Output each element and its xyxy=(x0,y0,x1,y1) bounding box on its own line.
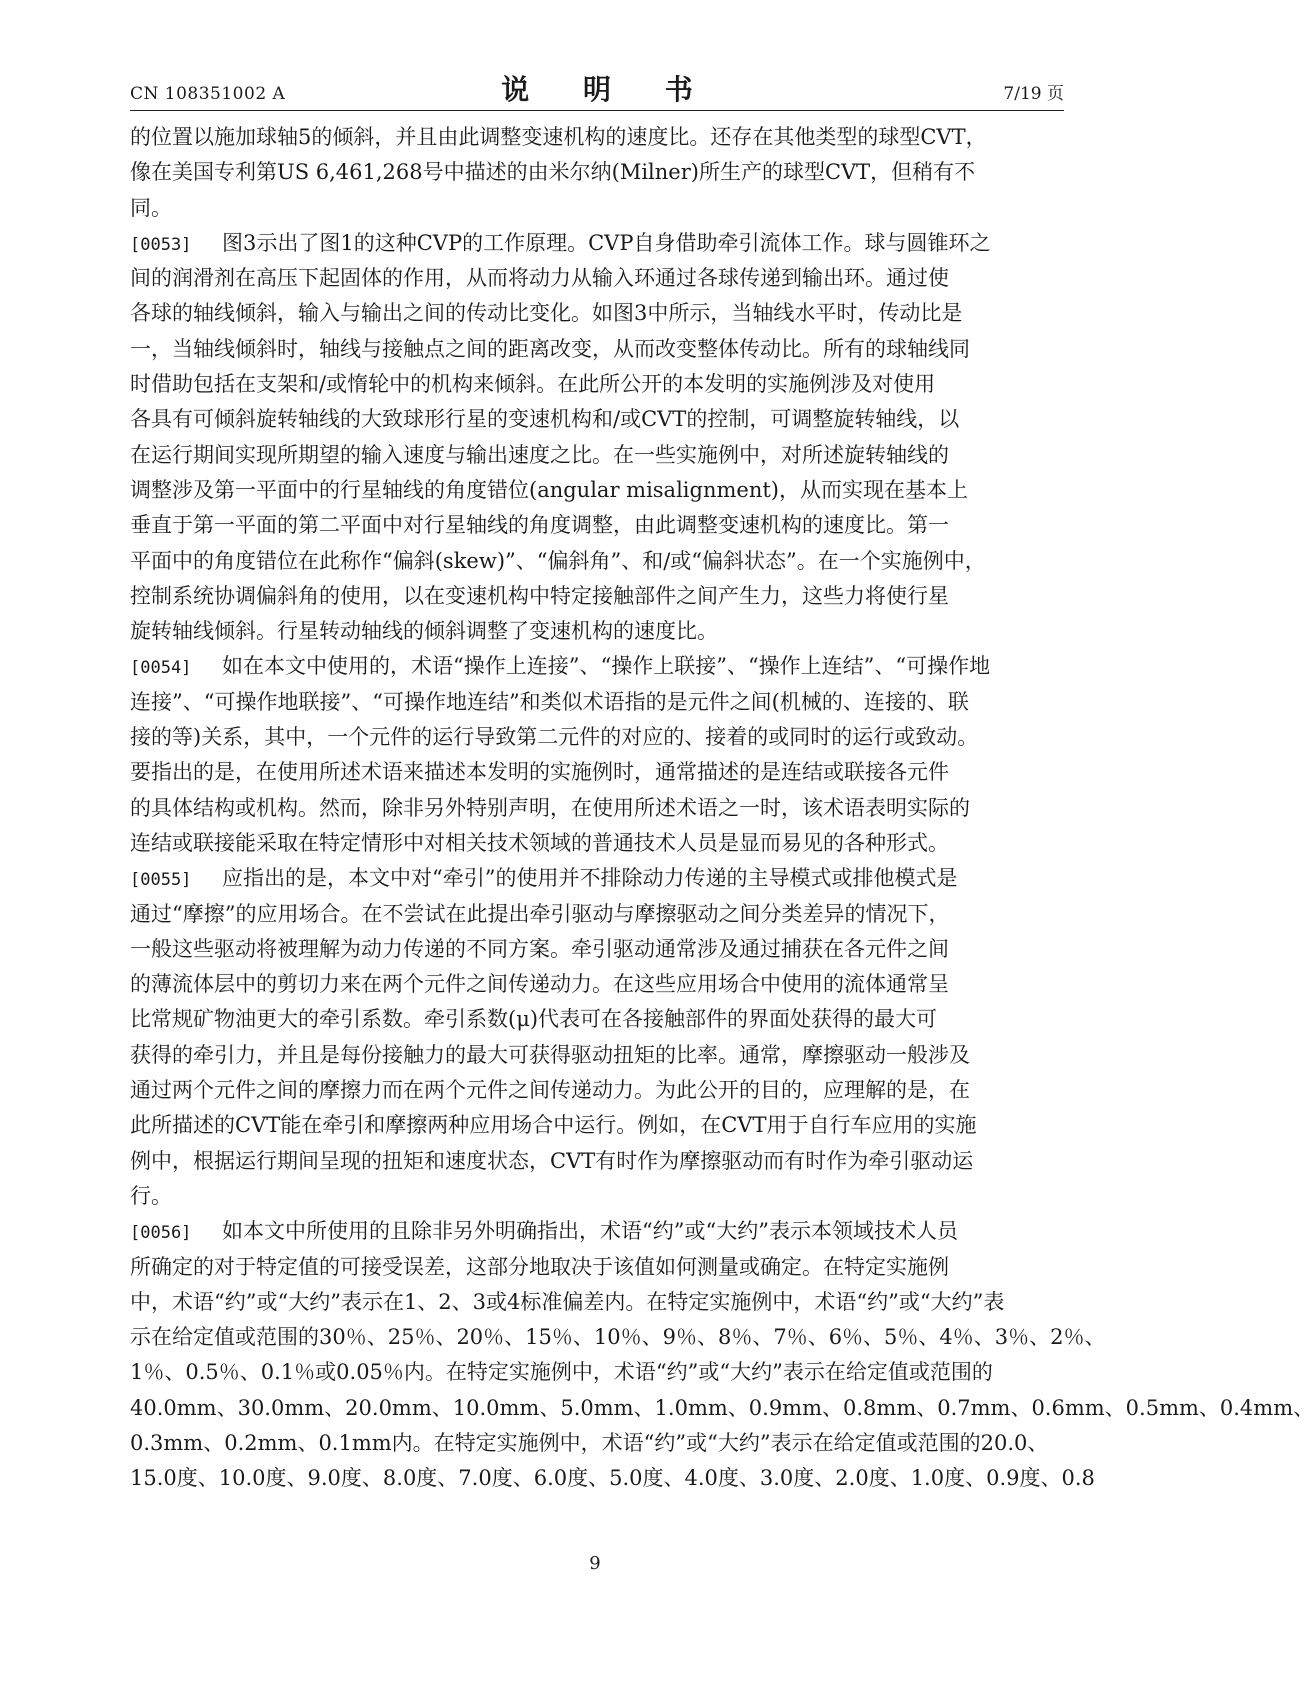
line-text: 各具有可倾斜旋转轴线的大致球形行星的变速机构和/或CVT的控制，可调整旋转轴线，以 xyxy=(130,407,960,432)
text-line xyxy=(130,1179,1064,1214)
text-line xyxy=(130,191,1064,226)
line-text: 0.3mm、0.2mm、0.1mm内。在特定实施例中，术语“约”或“大约”表示在给定值或范围的20.0、 xyxy=(130,1430,1049,1455)
text-line xyxy=(130,155,1064,190)
text-line xyxy=(130,261,1064,296)
text-line xyxy=(130,791,1064,826)
text-line xyxy=(130,508,1064,543)
line-text: 一般这些驱动将被理解为动力传递的不同方案。牵引驱动通常涉及通过捕获在各元件之间 xyxy=(130,936,949,961)
line-text: 间的润滑剂在高压下起固体的作用，从而将动力从输入环通过各球传递到输出环。通过使 xyxy=(130,266,949,291)
header-divider xyxy=(130,110,1064,111)
line-text: 例中，根据运行期间呈现的扭矩和速度状态，CVT有时作为摩擦驱动而有时作为牵引驱动运 xyxy=(130,1148,974,1173)
text-line xyxy=(130,1426,1064,1461)
line-text: 像在美国专利第US 6,461,268号中描述的由米尔纳(Milner)所生产的球型CVT，但稍有不 xyxy=(130,160,976,185)
line-text: 此所描述的CVT能在牵引和摩擦两种应用场合中运行。例如，在CVT用于自行车应用的实施 xyxy=(130,1113,977,1138)
line-text: 如本文中所使用的且除非另外明确指出，术语“约”或“大约”表示本领域技术人员 xyxy=(222,1219,958,1244)
document-title: 说 明 书 xyxy=(501,73,715,106)
line-text: 中，术语“约”或“大约”表示在1、2、3或4标准偏差内。在特定实施例中，术语“约”或“大约”表 xyxy=(130,1289,1005,1314)
text-line xyxy=(130,438,1064,473)
line-text: 要指出的是，在使用所述术语来描述本发明的实施例时，通常描述的是连结或联接各元件 xyxy=(130,760,949,785)
paragraph-number: [0056] xyxy=(130,1223,192,1244)
text-line xyxy=(130,1250,1064,1285)
text-line xyxy=(130,932,1064,967)
line-text: 获得的牵引力，并且是每份接触力的最大可获得驱动扭矩的比率。通常，摩擦驱动一般涉及 xyxy=(130,1042,970,1067)
text-line xyxy=(130,1285,1064,1320)
text-line xyxy=(130,897,1064,932)
line-text: 行。 xyxy=(130,1183,172,1208)
text-line xyxy=(130,1461,1095,1496)
line-text: 15.0度、10.0度、9.0度、8.0度、7.0度、6.0度、5.0度、4.0度、3.0度、2.0度、1.0度、0.9度、0.8 xyxy=(130,1466,1095,1491)
patent-number: CN 108351002 A xyxy=(130,84,286,104)
text-line xyxy=(130,755,1064,790)
text-line xyxy=(130,402,1064,437)
line-text: 旋转轴线倾斜。行星转动轴线的倾斜调整了变速机构的速度比。 xyxy=(130,619,718,644)
line-text: 各球的轴线倾斜，输入与输出之间的传动比变化。如图3中所示，当轴线水平时，传动比是 xyxy=(130,301,963,326)
line-text: 的位置以施加球轴5的倾斜，并且由此调整变速机构的速度比。还存在其他类型的球型CVT， xyxy=(130,125,987,149)
text-line xyxy=(130,1002,1064,1037)
text-line xyxy=(130,544,1064,579)
text-line xyxy=(130,861,1064,896)
line-text: 时借助包括在支架和/或惰轮中的机构来倾斜。在此所公开的本发明的实施例涉及对使用 xyxy=(130,372,936,397)
text-line xyxy=(130,296,1064,331)
line-text: 调整涉及第一平面中的行星轴线的角度错位(angular misalignment)，从而实现在基本上 xyxy=(130,477,968,502)
page-header xyxy=(130,64,1064,110)
text-line xyxy=(130,614,1064,649)
text-line xyxy=(130,1108,1064,1143)
line-text: 连接”、“可操作地联接”、“可操作地连结”和类似术语指的是元件之间(机械的、连接的、联 xyxy=(130,689,969,714)
text-line xyxy=(130,826,1064,861)
line-text: 的薄流体层中的剪切力来在两个元件之间传递动力。在这些应用场合中使用的流体通常呈 xyxy=(130,972,949,997)
text-line xyxy=(130,1073,1064,1108)
line-text: 如在本文中使用的，术语“操作上连接”、“操作上联接”、“操作上连结”、“可操作地 xyxy=(222,654,991,679)
text-line xyxy=(130,1144,1064,1179)
line-text: 所确定的对于特定值的可接受误差，这部分地取决于该值如何测量或确定。在特定实施例 xyxy=(130,1254,949,1279)
paragraph-number: [0054] xyxy=(130,658,192,679)
text-line xyxy=(130,967,1064,1002)
text-line xyxy=(130,649,1064,684)
line-text: 接的等)关系，其中，一个元件的运行导致第二元件的对应的、接着的或同时的运行或致动。 xyxy=(130,725,979,750)
text-line xyxy=(130,579,1064,614)
paragraph-number: [0053] xyxy=(130,234,192,255)
line-text: 示在给定值或范围的30％、25％、20％、15％、10％、9％、8％、7％、6％、5％、4％、3％、2％、 xyxy=(130,1325,1106,1350)
line-text: 同。 xyxy=(130,195,172,220)
text-line xyxy=(130,1391,1314,1426)
text-line xyxy=(130,226,1064,261)
line-text: 1％、0.5％、0.1％或0.05％内。在特定实施例中，术语“约”或“大约”表示在给定值或范围的 xyxy=(130,1360,993,1385)
line-text: 平面中的角度错位在此称作“偏斜(skew)”、“偏斜角”、和/或“偏斜状态”。在一个实施例中， xyxy=(130,548,986,573)
line-text: 比常规矿物油更大的牵引系数。牵引系数(μ)代表可在各接触部件的界面处获得的最大可 xyxy=(130,1007,938,1032)
text-line xyxy=(130,120,1064,155)
text-line xyxy=(130,1214,1064,1249)
paragraph-number: [0055] xyxy=(130,870,192,891)
line-text: 连结或联接能采取在特定情形中对相关技术领域的普通技术人员是显而易见的各种形式。 xyxy=(130,830,949,855)
line-text: 通过两个元件之间的摩擦力而在两个元件之间传递动力。为此公开的目的，应理解的是，在 xyxy=(130,1078,970,1103)
line-text: 的具体结构或机构。然而，除非另外特别声明，在使用所述术语之一时，该术语表明实际的 xyxy=(130,795,970,820)
page-number: 9 xyxy=(589,1553,601,1574)
text-line xyxy=(130,473,1064,508)
line-text: 通过“摩擦”的应用场合。在不尝试在此提出牵引驱动与摩擦驱动之间分类差异的情况下， xyxy=(130,901,950,926)
line-text: 控制系统协调偏斜角的使用，以在变速机构中特定接触部件之间产生力，这些力将使行星 xyxy=(130,583,949,608)
text-line xyxy=(130,720,1064,755)
text-line xyxy=(130,1038,1064,1073)
line-text: 一，当轴线倾斜时，轴线与接触点之间的距离改变，从而改变整体传动比。所有的球轴线同 xyxy=(130,336,970,361)
text-line xyxy=(130,685,1064,720)
text-line xyxy=(130,332,1064,367)
line-text: 图3示出了图1的这种CVP的工作原理。CVP自身借助牵引流体工作。球与圆锥环之 xyxy=(222,230,991,255)
text-line xyxy=(130,1355,1064,1390)
text-line xyxy=(130,1320,1106,1355)
line-text: 应指出的是，本文中对“牵引”的使用并不排除动力传递的主导模式或排他模式是 xyxy=(222,866,958,891)
line-text: 在运行期间实现所期望的输入速度与输出速度之比。在一些实施例中，对所述旋转轴线的 xyxy=(130,442,949,467)
line-text: 垂直于第一平面的第二平面中对行星轴线的角度调整，由此调整变速机构的速度比。第一 xyxy=(130,513,949,538)
line-text: 40.0mm、30.0mm、20.0mm、10.0mm、5.0mm、1.0mm、0.9mm、0.8mm、0.7mm、0.6mm、0.5mm、0.4mm、 xyxy=(130,1395,1314,1420)
document-body xyxy=(130,120,1314,1497)
page-count: 7/19 页 xyxy=(1003,84,1064,104)
text-line xyxy=(130,367,1064,402)
